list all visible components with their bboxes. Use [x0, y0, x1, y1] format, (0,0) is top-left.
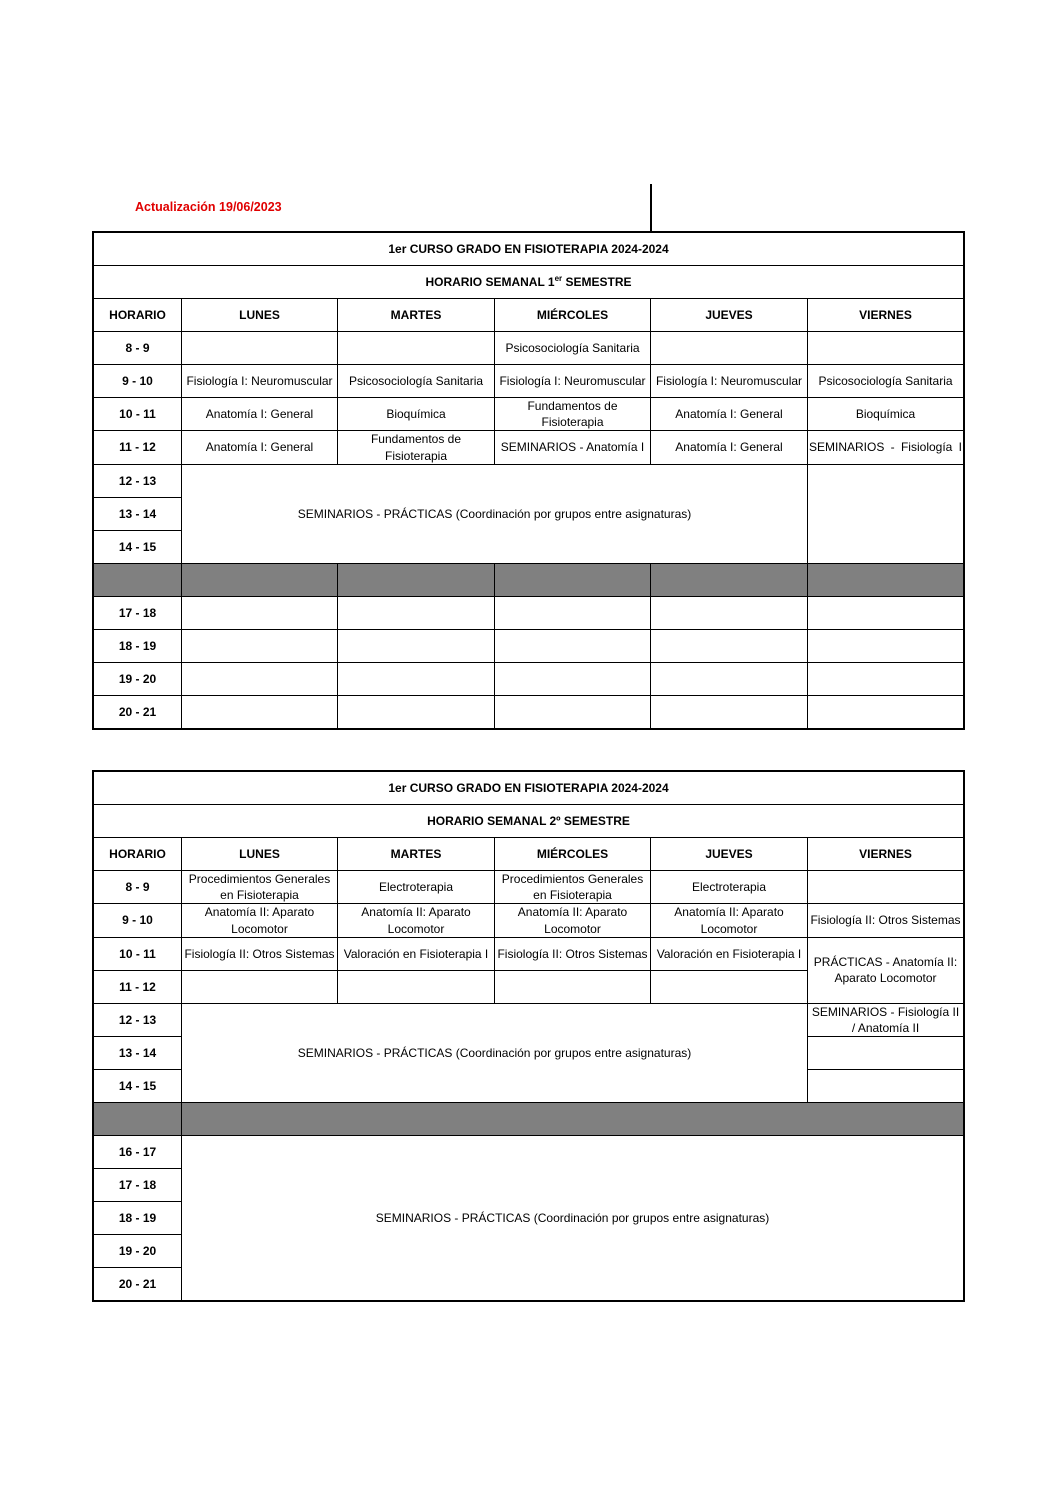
time-slot: 20 - 21: [94, 695, 182, 728]
header-horario: HORARIO: [94, 299, 182, 332]
class-cell: [182, 629, 338, 662]
seminars-block: SEMINARIOS - PRÁCTICAS (Coordinación por grupos entre asignaturas): [182, 1003, 808, 1102]
header-miercoles: MIÉRCOLES: [495, 838, 651, 871]
time-slot: 9 - 10: [94, 365, 182, 398]
header-miercoles: MIÉRCOLES: [495, 299, 651, 332]
class-cell: Fundamentos de Fisioterapia: [338, 431, 495, 464]
header-martes: MARTES: [338, 299, 495, 332]
semester-2-subtitle: HORARIO SEMANAL 2º SEMESTRE: [94, 805, 964, 838]
header-jueves: JUEVES: [651, 838, 808, 871]
schedule-table-semester-1: [93, 232, 964, 729]
class-cell: [338, 629, 495, 662]
time-slot: 14 - 15: [94, 530, 182, 563]
time-slot: 10 - 11: [94, 398, 182, 431]
class-cell: Bioquímica: [338, 398, 495, 431]
class-cell: [808, 464, 964, 563]
lunch-break-cell: [182, 1103, 964, 1136]
lunch-break-cell: [94, 1103, 182, 1136]
class-cell: [338, 596, 495, 629]
class-cell: [338, 662, 495, 695]
time-slot: 20 - 21: [94, 1268, 182, 1301]
class-cell: [808, 1070, 964, 1103]
time-slot: 17 - 18: [94, 596, 182, 629]
semester-1-title: 1er CURSO GRADO EN FISIOTERAPIA 2024-2024: [94, 233, 964, 266]
class-cell: [808, 629, 964, 662]
class-cell: [808, 332, 964, 365]
semester-2-title: 1er CURSO GRADO EN FISIOTERAPIA 2024-2024: [94, 772, 964, 805]
class-cell: [651, 970, 808, 1003]
divider-line: [650, 184, 652, 231]
class-cell: SEMINARIOS - Anatomía I: [495, 431, 651, 464]
class-cell: Anatomía I: General: [651, 431, 808, 464]
time-slot: 17 - 18: [94, 1169, 182, 1202]
time-slot: 8 - 9: [94, 332, 182, 365]
class-cell: Psicosociología Sanitaria: [808, 365, 964, 398]
class-cell: Anatomía I: General: [182, 431, 338, 464]
time-slot: 11 - 12: [94, 970, 182, 1003]
class-cell: Psicosociología Sanitaria: [495, 332, 651, 365]
lunch-break-cell: [338, 563, 495, 596]
class-cell: [808, 596, 964, 629]
class-cell: [495, 695, 651, 728]
update-date-note: Actualización 19/06/2023: [135, 200, 282, 214]
lunch-break-cell: [651, 563, 808, 596]
time-slot: 19 - 20: [94, 1235, 182, 1268]
class-cell: [338, 970, 495, 1003]
class-cell: Electroterapia: [651, 871, 808, 904]
class-cell: [495, 629, 651, 662]
header-martes: MARTES: [338, 838, 495, 871]
seminars-block: SEMINARIOS - PRÁCTICAS (Coordinación por grupos entre asignaturas): [182, 464, 808, 563]
header-lunes: LUNES: [182, 299, 338, 332]
class-cell: [182, 332, 338, 365]
lunch-break-cell: [182, 563, 338, 596]
class-cell: Anatomía I: General: [182, 398, 338, 431]
class-cell: [808, 871, 964, 904]
time-slot: 8 - 9: [94, 871, 182, 904]
time-slot: 16 - 17: [94, 1136, 182, 1169]
class-cell: Anatomía I: General: [651, 398, 808, 431]
class-cell: [651, 662, 808, 695]
class-cell: [495, 970, 651, 1003]
class-cell: [808, 695, 964, 728]
class-cell: [338, 332, 495, 365]
class-cell: Fisiología I: Neuromuscular: [182, 365, 338, 398]
class-cell: [182, 695, 338, 728]
class-cell: Anatomía II: Aparato Locomotor: [651, 904, 808, 937]
time-slot: 14 - 15: [94, 1070, 182, 1103]
class-cell: [651, 332, 808, 365]
lunch-break-cell: [495, 563, 651, 596]
class-cell: PRÁCTICAS - Anatomía II: Aparato Locomotor: [808, 937, 964, 1003]
class-cell: Fisiología I: Neuromuscular: [651, 365, 808, 398]
class-cell: Procedimientos Generales en Fisioterapia: [182, 871, 338, 904]
class-cell: Fisiología I: Neuromuscular: [495, 365, 651, 398]
time-slot: 13 - 14: [94, 497, 182, 530]
class-cell: Fisiología II: Otros Sistemas: [808, 904, 964, 937]
class-cell: [338, 695, 495, 728]
semester-1-subtitle: HORARIO SEMANAL 1er SEMESTRE: [94, 266, 964, 299]
schedule-table-semester-2: [93, 771, 964, 1301]
header-lunes: LUNES: [182, 838, 338, 871]
class-cell: Electroterapia: [338, 871, 495, 904]
header-viernes: VIERNES: [808, 838, 964, 871]
class-cell: [495, 596, 651, 629]
class-cell: Anatomía II: Aparato Locomotor: [182, 904, 338, 937]
class-cell: Fisiología II: Otros Sistemas: [182, 937, 338, 970]
class-cell: Fisiología II: Otros Sistemas: [495, 937, 651, 970]
header-viernes: VIERNES: [808, 299, 964, 332]
time-slot: 12 - 13: [94, 464, 182, 497]
time-slot: 19 - 20: [94, 662, 182, 695]
class-cell: Anatomía II: Aparato Locomotor: [338, 904, 495, 937]
time-slot: 18 - 19: [94, 629, 182, 662]
header-horario: HORARIO: [94, 838, 182, 871]
class-cell: SEMINARIOS - Fisiología II / Anatomía II: [808, 1003, 964, 1036]
class-cell: Bioquímica: [808, 398, 964, 431]
class-cell: Fundamentos de Fisioterapia: [495, 398, 651, 431]
class-cell: [182, 662, 338, 695]
time-slot: 12 - 13: [94, 1003, 182, 1036]
class-cell: SEMINARIOS - Fisiología I: [808, 431, 964, 464]
class-cell: Procedimientos Generales en Fisioterapia: [495, 871, 651, 904]
time-slot: 13 - 14: [94, 1037, 182, 1070]
class-cell: [651, 629, 808, 662]
time-slot: 10 - 11: [94, 937, 182, 970]
class-cell: [182, 970, 338, 1003]
class-cell: [808, 662, 964, 695]
seminars-block: SEMINARIOS - PRÁCTICAS (Coordinación por grupos entre asignaturas): [182, 1136, 964, 1301]
class-cell: [651, 695, 808, 728]
class-cell: [495, 662, 651, 695]
header-jueves: JUEVES: [651, 299, 808, 332]
class-cell: [808, 1037, 964, 1070]
lunch-break-cell: [808, 563, 964, 596]
class-cell: Psicosociología Sanitaria: [338, 365, 495, 398]
class-cell: [651, 596, 808, 629]
class-cell: Valoración en Fisioterapia I: [338, 937, 495, 970]
class-cell: Anatomía II: Aparato Locomotor: [495, 904, 651, 937]
class-cell: [182, 596, 338, 629]
lunch-break-cell: [94, 563, 182, 596]
time-slot: 18 - 19: [94, 1202, 182, 1235]
class-cell: Valoración en Fisioterapia I: [651, 937, 808, 970]
time-slot: 11 - 12: [94, 431, 182, 464]
time-slot: 9 - 10: [94, 904, 182, 937]
